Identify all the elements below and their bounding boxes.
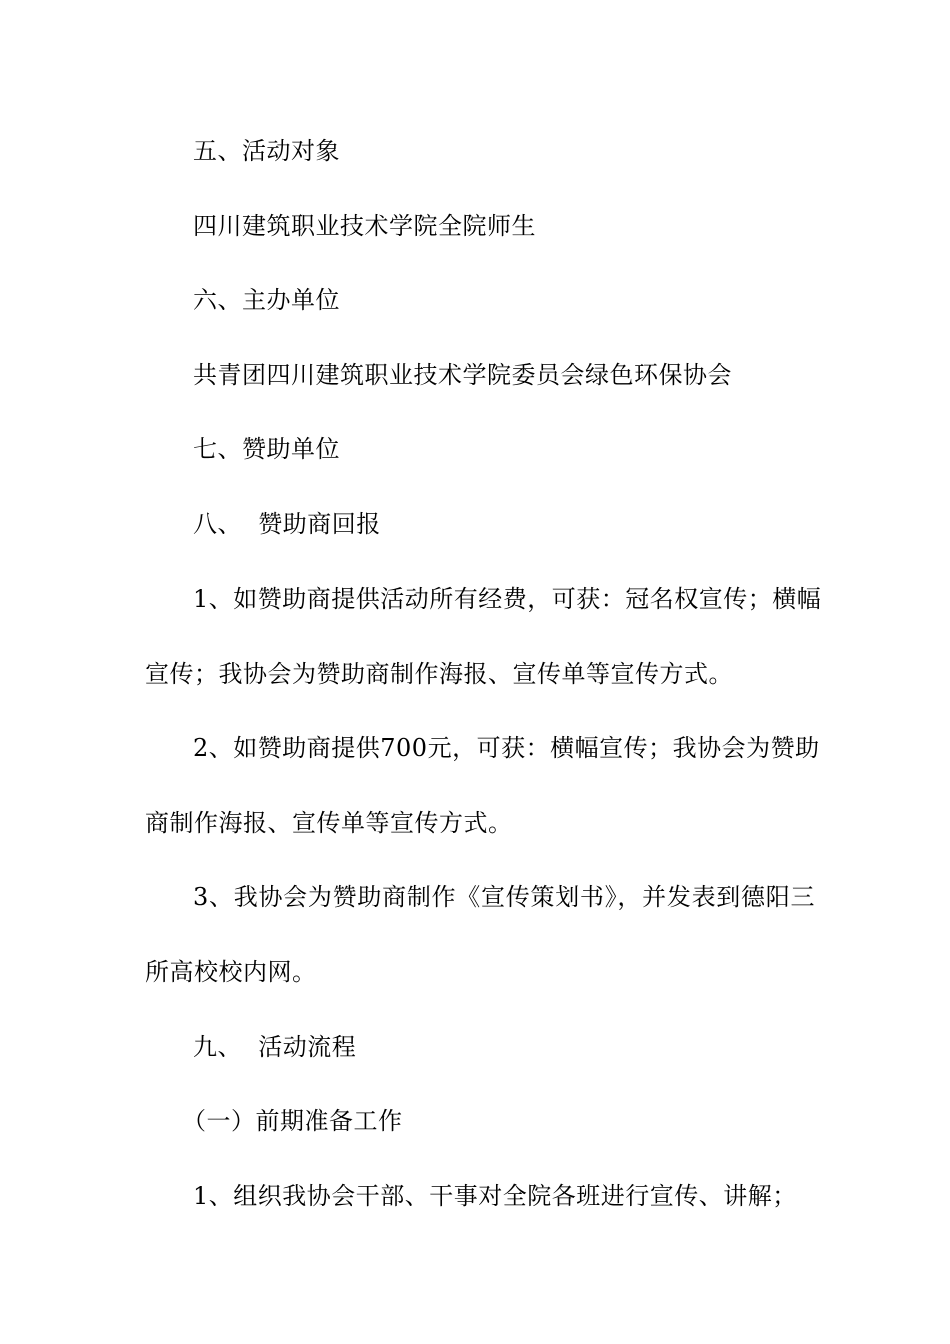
section-heading-sponsor-return: 八、 赞助商回报 [193,510,381,538]
paragraph-return-3-line-1: 3、我协会为赞助商制作《宣传策划书》，并发表到德阳三 [193,883,815,911]
section-heading-activity-process: 九、 活动流程 [193,1033,357,1061]
paragraph-organizer: 共青团四川建筑职业技术学院委员会绿色环保协会 [193,361,732,389]
paragraph-return-2-line-2: 商制作海报、宣传单等宣传方式。 [145,809,513,837]
section-heading-organizer: 六、主办单位 [193,286,340,314]
paragraph-return-3-line-2: 所高校校内网。 [145,958,317,986]
paragraph-return-1-line-1: 1、如赞助商提供活动所有经费，可获：冠名权宣传；横幅 [193,585,822,613]
section-heading-activity-target: 五、活动对象 [193,137,340,165]
paragraph-activity-target: 四川建筑职业技术学院全院师生 [193,212,536,240]
paragraph-return-2-line-1: 2、如赞助商提供700元，可获：横幅宣传；我协会为赞助 [193,734,820,762]
section-heading-sponsor: 七、赞助单位 [193,435,340,463]
paragraph-preparation-1: 1、组织我协会干部、干事对全院各班进行宣传、讲解； [193,1182,797,1210]
subsection-heading-preparation: （一）前期准备工作 [182,1107,403,1135]
paragraph-return-1-line-2: 宣传；我协会为赞助商制作海报、宣传单等宣传方式。 [145,660,733,688]
